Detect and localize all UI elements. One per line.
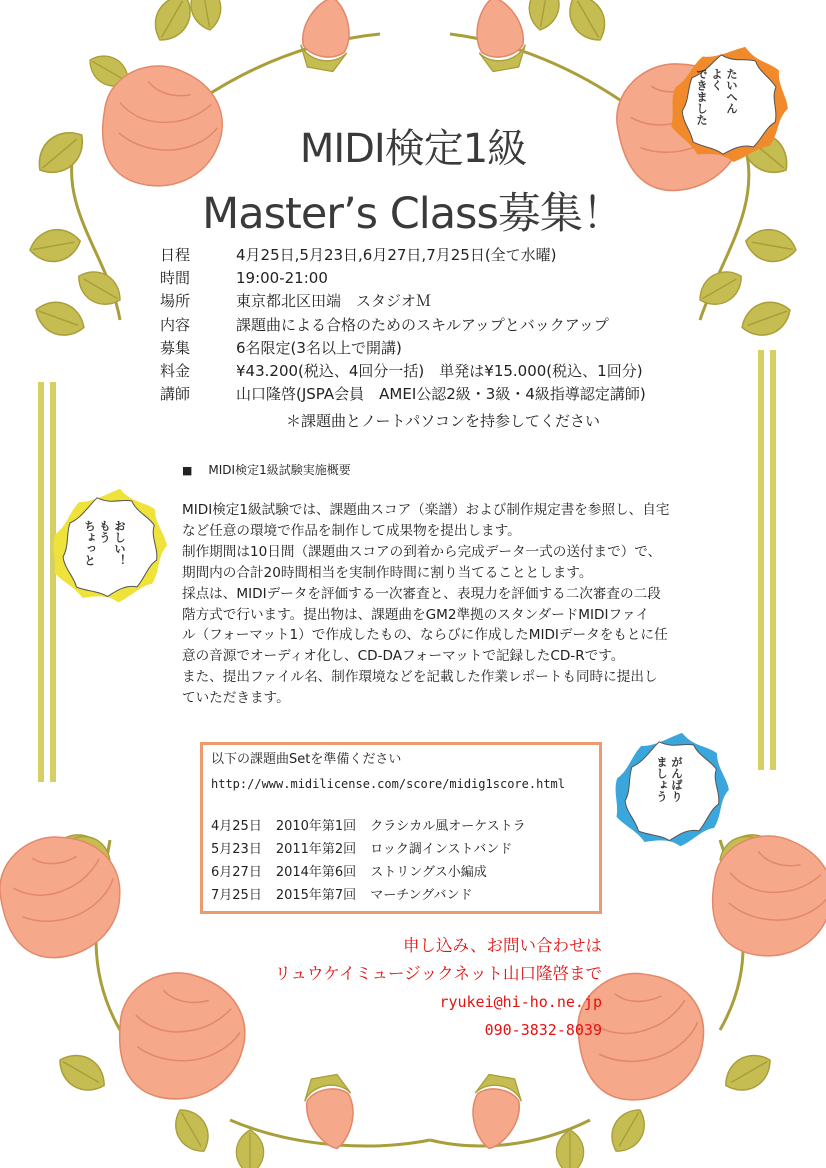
info-row-place	[160, 290, 680, 313]
list-item	[211, 884, 599, 907]
song-edition: 2011年第2回	[275, 842, 357, 857]
contact-heading: 申し込み、お問い合わせは	[403, 936, 602, 955]
body-line: ていただきます。	[182, 690, 290, 707]
badge-text-try-harder: がんばり ましょう	[655, 756, 684, 802]
exam-overview-text	[182, 500, 697, 709]
body-line: また、提出ファイル名、制作環境などを記載した作業レポートも同時に提出し	[182, 669, 658, 686]
badge-text-almost: おしい！ もう ちょっと	[83, 520, 127, 566]
info-value: 東京都北区田端 スタジオＭ	[236, 292, 432, 311]
song-edition: 2015年第7回	[275, 888, 357, 903]
song-date: 4月25日	[211, 819, 262, 834]
contact-organizer: リュウケイミュージックネット山口隆啓まで	[274, 964, 602, 983]
song-name: ストリングス小編成	[370, 865, 487, 880]
section-heading	[182, 461, 351, 478]
info-value: 6名限定(3名以上で開講)	[236, 338, 402, 357]
song-edition: 2010年第1回	[275, 819, 357, 834]
course-info-table	[160, 244, 680, 406]
assigned-songs-box	[200, 742, 602, 914]
body-line: 採点は、MIDIデータを評価する一次審査と、表現力を評価する二次審査の二段	[182, 585, 661, 602]
info-value: 課題曲による合格のためのスキルアップとバックアップ	[236, 315, 609, 334]
list-item	[211, 838, 599, 861]
contact-info	[274, 932, 602, 1044]
info-row-schedule	[160, 244, 680, 267]
song-date: 6月27日	[211, 865, 262, 880]
info-label: 時間	[160, 269, 191, 288]
info-label: 内容	[160, 315, 191, 334]
page-title: MIDI検定1級	[299, 126, 527, 172]
info-label: 料金	[160, 361, 191, 380]
song-name: クラシカル風オーケストラ	[370, 819, 526, 834]
info-row-time	[160, 267, 680, 290]
song-edition: 2014年第6回	[275, 865, 357, 880]
info-row-fee	[160, 360, 680, 383]
bring-items-note: ＊課題曲とノートパソコンを持参してください	[286, 412, 600, 430]
info-value: 山口隆啓(JSPA会員 AMEI公認2級・3級・4級指導認定講師)	[236, 385, 646, 404]
songs-list	[211, 815, 599, 907]
page-subtitle: Master’s Class募集！	[202, 189, 624, 239]
body-line: 制作期間は10日間（課題曲スコアの到着から完成データ一式の送付まで）で、	[182, 543, 662, 560]
songs-intro: 以下の課題曲Setを準備ください	[211, 752, 402, 767]
info-label: 場所	[160, 292, 191, 311]
info-label: 日程	[160, 246, 191, 264]
songs-url-link[interactable]: http://www.midilicense.com/score/midig1score.html	[211, 777, 566, 791]
info-value: ¥43.200(税込、4回分一括) 単発は¥15.000(税込、1回分)	[236, 361, 643, 380]
body-line: など任意の環境で作品を制作して成果物を提出します。	[182, 522, 521, 539]
body-line: MIDI検定1級試験では、課題曲スコア（楽譜）および制作規定書を参照し、自宅	[182, 502, 670, 518]
info-label: 募集	[160, 338, 191, 357]
contact-phone: 090-3832-8039	[484, 1021, 602, 1039]
list-item	[211, 861, 599, 884]
info-label: 講師	[160, 385, 191, 404]
info-value: 19:00-21:00	[236, 269, 328, 288]
badge-text-excellent: たいへん よく できました	[695, 68, 739, 126]
song-name: ロック調インストバンド	[370, 842, 513, 857]
info-value: 4月25日,5月23日,6月27日,7月25日(全て水曜)	[236, 246, 557, 264]
info-row-capacity	[160, 337, 680, 360]
body-line: 意の音源でオーディオ化し、CD-DAフォーマットで記録したCD-Rです。	[182, 648, 625, 665]
info-row-instructor	[160, 383, 680, 406]
square-bullet-icon: ■	[182, 464, 193, 477]
contact-email-link[interactable]: ryukei@hi-ho.ne.jp	[439, 993, 602, 1011]
body-line: 階方式で行います。提出物は、課題曲をGM2準拠のスタンダードMIDIファイ	[182, 606, 650, 623]
list-item	[211, 815, 599, 838]
song-name: マーチングバンド	[370, 888, 473, 903]
song-date: 5月23日	[211, 842, 262, 857]
song-date: 7月25日	[211, 888, 262, 903]
body-line: ル（フォーマット1）で作成したもの、ならびに作成したMIDIデータをもとに任	[182, 627, 668, 644]
body-line: 期間内の合計20時間相当を実制作時間に割り当てることとします。	[182, 564, 593, 581]
section-heading-text: MIDI検定1級試験実施概要	[208, 463, 351, 477]
info-row-content	[160, 314, 680, 337]
